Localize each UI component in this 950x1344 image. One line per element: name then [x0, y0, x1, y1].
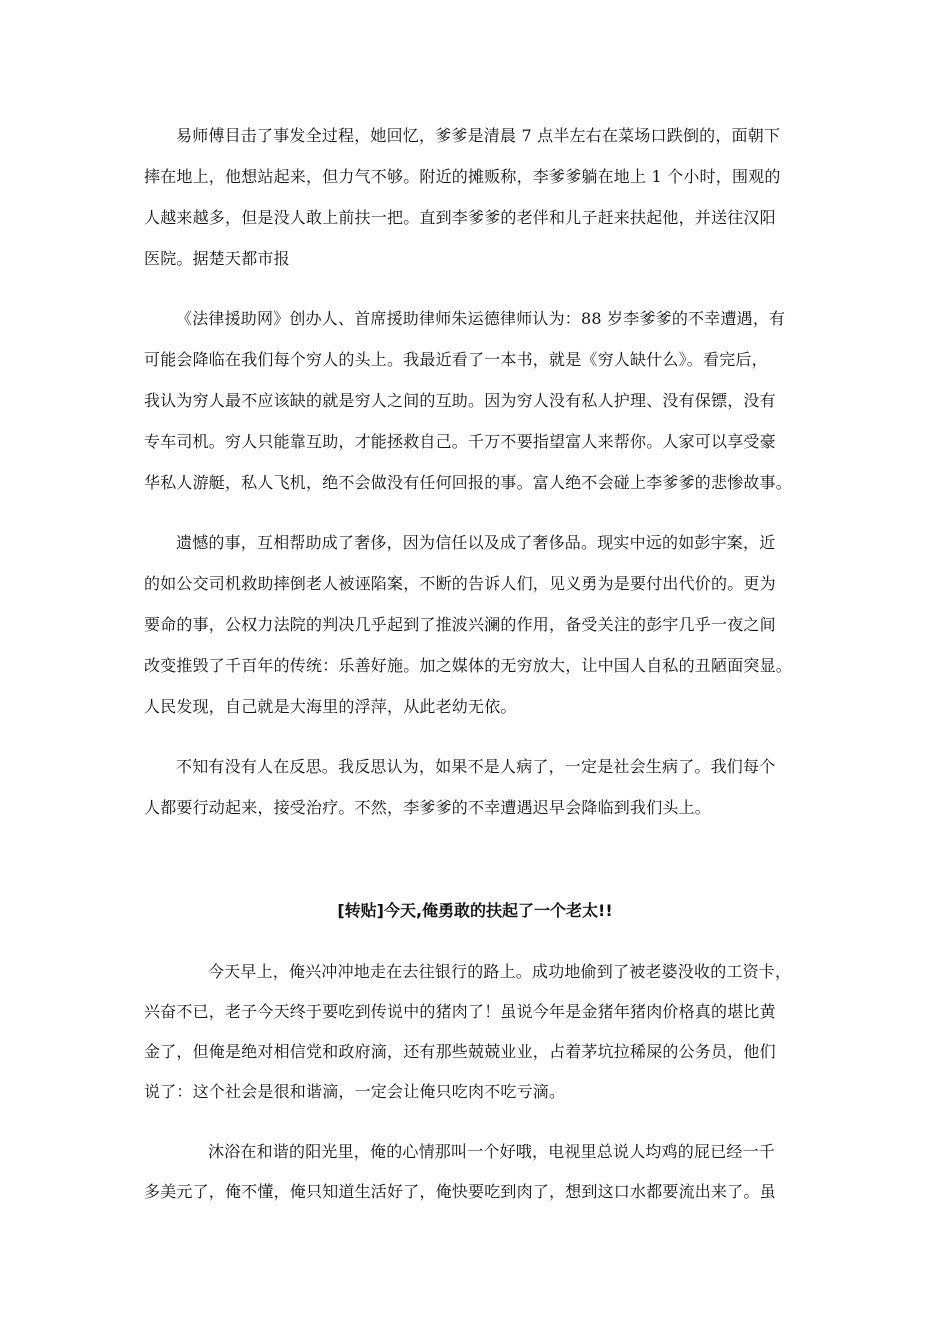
text-line: 华私人游艇，私人飞机，绝不会做没有任何回报的事。富人绝不会碰上李爹爹的悲惨故事。 [144, 473, 793, 492]
text-line: 要命的事，公权力法院的判决几乎起到了推波兴澜的作用，备受关注的彭宇几乎一夜之间 [144, 615, 776, 634]
repost-title: [转贴]今天,俺勇敢的扶起了一个老太!! [337, 901, 613, 920]
text-line: 不知有没有人在反思。我反思认为，如果不是人病了，一定是社会生病了。我们每个 [176, 757, 776, 776]
text-line: 改变推毁了千百年的传统：乐善好施。加之媒体的无穷放大，让中国人自私的丑陋面突显。 [144, 656, 793, 675]
text-line: 今天早上，俺兴冲冲地走在去往银行的路上。成功地偷到了被老婆没收的工资卡， [208, 962, 792, 981]
text-line: 人都要行动起来，接受治疗。不然，李爹爹的不幸遭遇迟早会降临到我们头上。 [144, 798, 712, 817]
text-line: 摔在地上，他想站起来，但力气不够。附近的摊贩称，李爹爹躺在地上 1 个小时，围观的 [144, 167, 781, 186]
text-line: 的如公交司机救助摔倒老人被诬陷案，不断的告诉人们，见义勇为是要付出代价的。更为 [144, 574, 776, 593]
text-line: 专车司机。穷人只能靠互助，才能拯救自己。千万不要指望富人来帮你。人家可以享受豪 [144, 432, 776, 451]
text-line: 易师傅目击了事发全过程，她回忆，爹爹是清晨 7 点半左右在菜场口跌倒的，面朝下 [176, 126, 781, 145]
text-line: 可能会降临在我们每个穷人的头上。我最近看了一本书，就是《穷人缺什么》。看完后， [144, 350, 768, 369]
text-line: 医院。据楚天都市报 [144, 249, 290, 268]
text-line: 人越来越多，但是没人敢上前扶一把。直到李爹爹的老伴和儿子赶来扶起他，并送往汉阳 [144, 208, 776, 227]
text-line: 说了：这个社会是很和谐滴，一定会让俺只吃肉不吃亏滴。 [144, 1082, 566, 1101]
text-line: 人民发现，自己就是大海里的浮萍，从此老幼无依。 [144, 697, 517, 716]
text-line: 《法律援助网》创办人、首席援助律师朱运德律师认为：88 岁李爹爹的不幸遭遇，有 [176, 309, 786, 328]
text-line: 兴奋不已，老子今天终于要吃到传说中的猪肉了！虽说今年是金猪年猪肉价格真的堪比黄 [144, 1002, 776, 1021]
text-line: 沐浴在和谐的阳光里，俺的心情那叫一个好哦，电视里总说人均鸡的屁已经一千 [208, 1142, 776, 1161]
text-line: 遗憾的事，互相帮助成了奢侈，因为信任以及成了奢侈品。现实中远的如彭宇案，近 [176, 533, 776, 552]
text-line: 金了，但俺是绝对相信党和政府滴，还有那些兢兢业业，占着茅坑拉稀屎的公务员，他们 [144, 1042, 776, 1061]
text-line: 多美元了，俺不懂，俺只知道生活好了，俺快要吃到肉了，想到这口水都要流出来了。虽 [144, 1182, 776, 1201]
text-line: 我认为穷人最不应该缺的就是穷人之间的互助。因为穷人没有私人护理、没有保镖，没有 [144, 391, 776, 410]
